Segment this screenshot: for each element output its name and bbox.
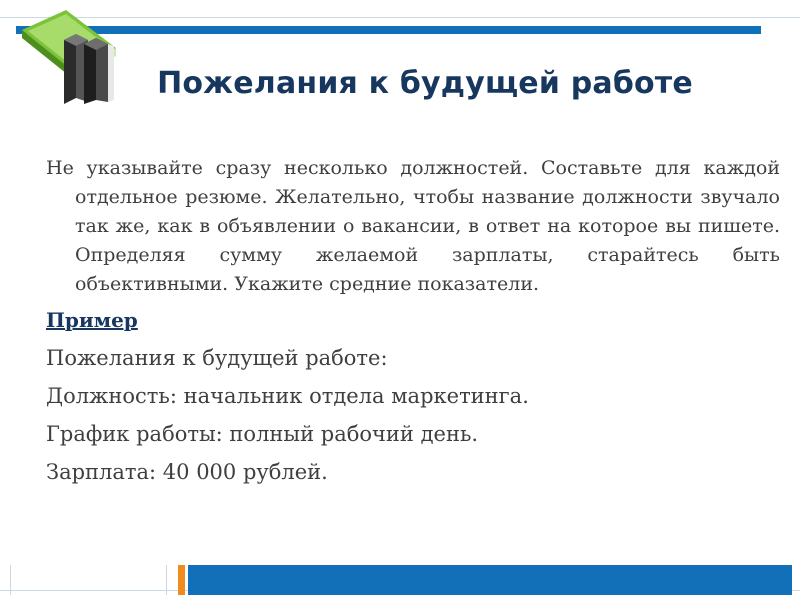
slide-content bbox=[46, 154, 780, 485]
advice-paragraph: Не указывайте сразу несколько должностей. Составьте для каждой отдельное резюме. Желательно, чтобы название должности звучало так же, как в объявлении о вакансии, в ответ на которое вы пишете. Определяя сумму желаемой зарплаты, старайтесь быть объективными. Укажите средние показатели. bbox=[46, 157, 780, 295]
example-line-4: Зарплата: 40 000 рублей. bbox=[46, 460, 328, 484]
bottom-tick-left bbox=[10, 565, 11, 595]
example-line-2: Должность: начальник отдела маркетинга. bbox=[46, 384, 529, 408]
top-bar-tick bbox=[10, 24, 13, 36]
example-heading: Пример bbox=[46, 308, 138, 332]
bottom-accent-bar bbox=[188, 565, 792, 595]
bottom-orange-stripe bbox=[178, 565, 185, 595]
bottom-tick-middle bbox=[166, 565, 167, 595]
example-line-1: Пожелания к будущей работе: bbox=[46, 346, 388, 370]
example-line-3: График работы: полный рабочий день. bbox=[46, 422, 479, 446]
slide-title: Пожелания к будущей работе bbox=[157, 66, 693, 101]
